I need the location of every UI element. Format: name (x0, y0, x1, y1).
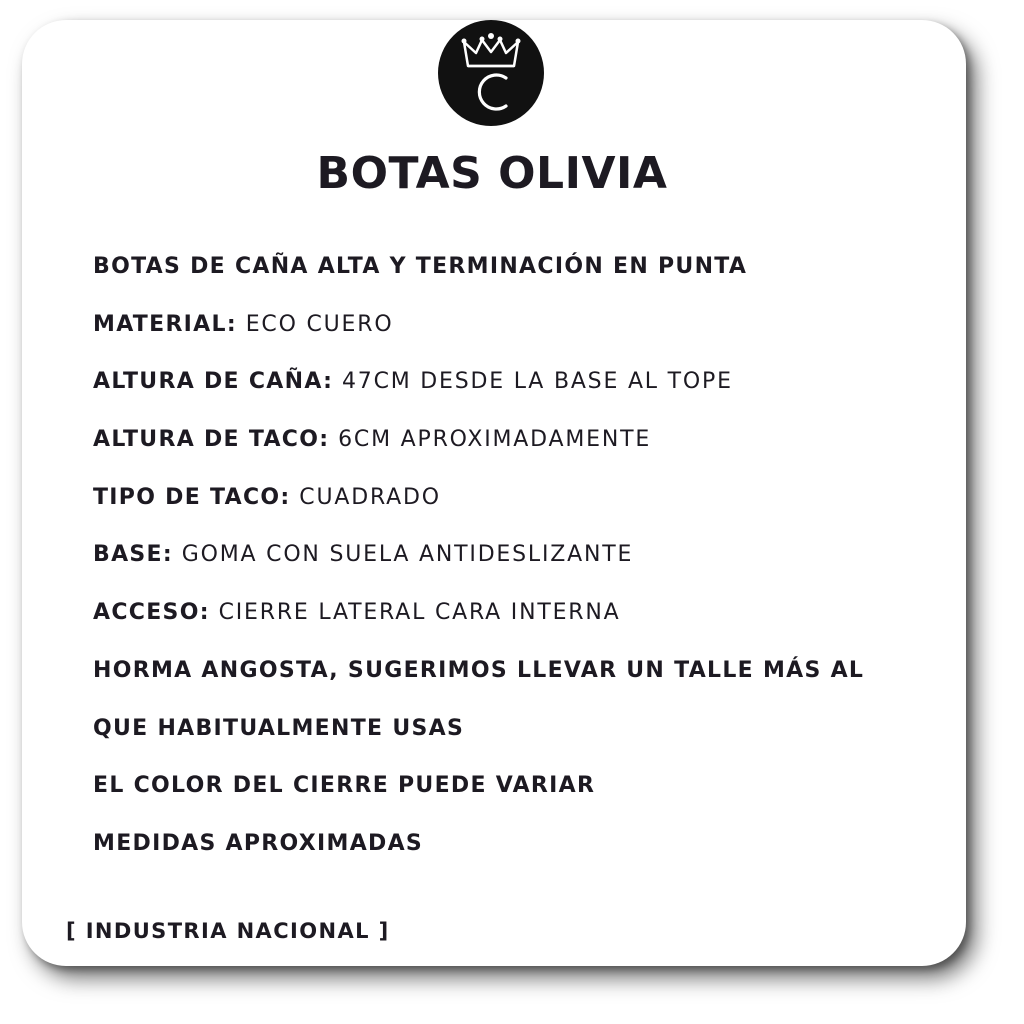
spec-text: MEDIDAS APROXIMADAS (93, 830, 424, 856)
spec-material (93, 306, 953, 364)
spec-text: HORMA ANGOSTA, SUGERIMOS LLEVAR UN TALLE MÁS AL (93, 657, 865, 683)
spec-value: GOMA CON SUELA ANTIDESLIZANTE (181, 542, 634, 568)
spec-fit-note-continued (93, 710, 953, 768)
crown-c-logo-icon (438, 20, 544, 126)
spec-text: BOTAS DE CAÑA ALTA Y TERMINACIÓN EN PUNTA (93, 254, 748, 279)
spec-value: CIERRE LATERAL CARA INTERNA (218, 600, 621, 626)
spec-text: EL COLOR DEL CIERRE PUEDE VARIAR (93, 773, 596, 799)
spec-fit-note (93, 652, 953, 710)
product-card (22, 20, 966, 966)
spec-base (93, 536, 953, 594)
spec-label: ALTURA DE TACO: (93, 427, 330, 453)
product-specs-list (93, 248, 953, 883)
spec-label: TIPO DE TACO: (93, 484, 291, 510)
spec-value: 47CM DESDE LA BASE AL TOPE (341, 369, 733, 395)
spec-heel-type (93, 479, 953, 537)
spec-measurements-note (93, 825, 953, 883)
spec-label: ALTURA DE CAÑA: (93, 369, 334, 395)
spec-label: BASE: (93, 542, 173, 568)
spec-text: QUE HABITUALMENTE USAS (93, 715, 465, 741)
brand-logo (438, 20, 544, 126)
spec-zipper-color-note (93, 767, 953, 825)
spec-value: CUADRADO (299, 484, 441, 510)
spec-value: ECO CUERO (245, 311, 394, 337)
product-title: BOTAS OLIVIA (316, 148, 668, 199)
spec-shaft-height (93, 363, 953, 421)
origin-footer: [ INDUSTRIA NACIONAL ] (66, 919, 390, 943)
spec-access (93, 594, 953, 652)
spec-value: 6CM APROXIMADAMENTE (338, 427, 652, 453)
spec-description (93, 248, 953, 306)
spec-label: MATERIAL: (93, 311, 237, 337)
spec-label: ACCESO: (93, 600, 210, 626)
spec-heel-height (93, 421, 953, 479)
